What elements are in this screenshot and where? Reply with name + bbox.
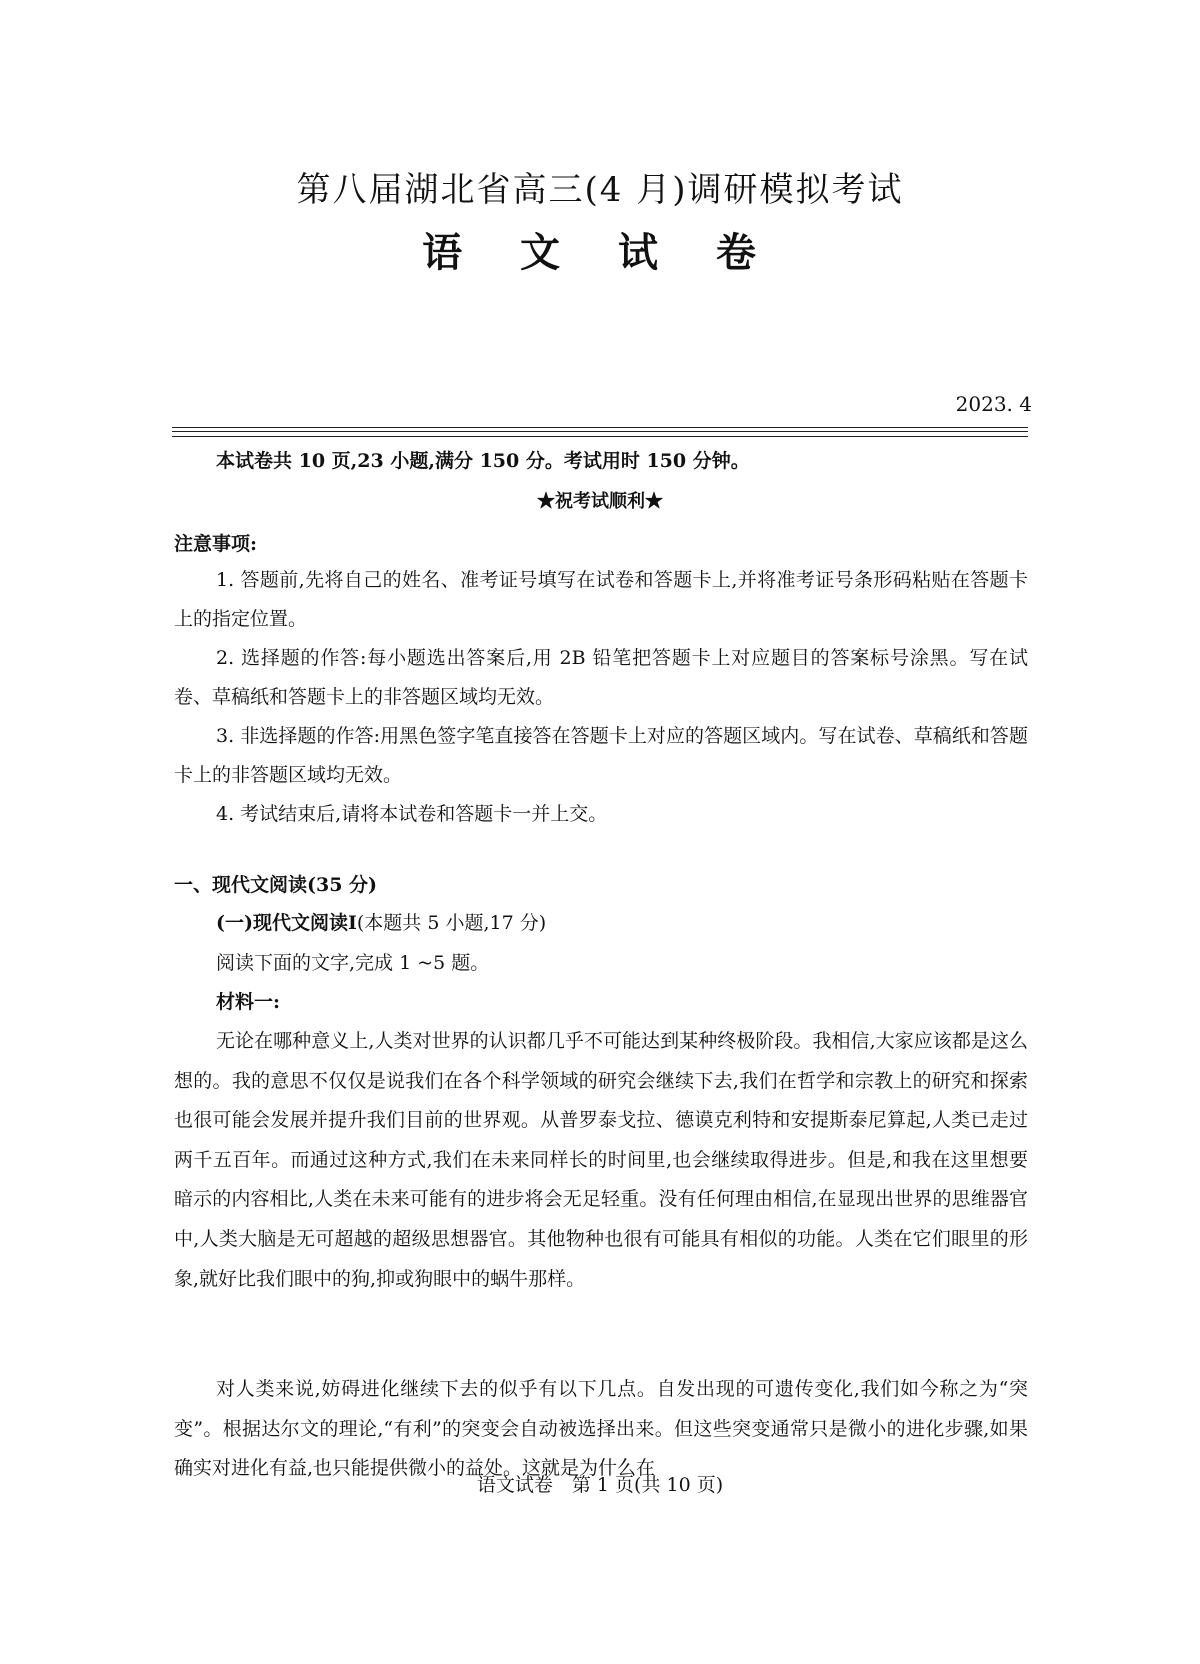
page-footer: 语文试卷 第 1 页(共 10 页) — [476, 1474, 724, 1496]
exam-title: 第八届湖北省高三(4 月)调研模拟考试 — [296, 170, 904, 210]
material-label: 材料一: — [216, 991, 281, 1013]
subsection-scoring: (本题共 5 小题,17 分) — [356, 912, 547, 934]
good-luck-banner: ★祝考试顺利★ — [537, 491, 663, 512]
section-heading: 一、现代文阅读(35 分) — [174, 874, 378, 896]
subsection-title: (一)现代文阅读Ⅰ — [216, 912, 357, 934]
divider-line — [172, 427, 1028, 428]
exam-summary: 本试卷共 10 页,23 小题,满分 150 分。考试用时 150 分钟。 — [216, 450, 750, 472]
notice-heading: 注意事项: — [174, 533, 258, 555]
subsection-heading — [216, 908, 546, 938]
notice-item: 2. 选择题的作答:每小题选出答案后,用 2B 铅笔把答题卡上对应题目的答案标号涂黑。写在试卷、草稿纸和答题卡上的非答题区域均无效。 — [174, 647, 1028, 708]
reading-instruction: 阅读下面的文字,完成 1 ~5 题。 — [216, 952, 490, 974]
notice-item: 1. 答题前,先将自己的姓名、准考证号填写在试卷和答题卡上,并将准考证号条形码粘贴在答题卡上的指定位置。 — [174, 569, 1028, 630]
exam-date: 2023. 4 — [955, 392, 1032, 416]
divider-line — [172, 431, 1028, 432]
notice-item: 4. 考试结束后,请将本试卷和答题卡一并上交。 — [216, 803, 608, 825]
passage-paragraph: 对人类来说,妨碍进化继续下去的似乎有以下几点。自发出现的可遗传变化,我们如今称之为“突变”。根据达尔文的理论,“有利”的突变会自动被选择出来。但这些突变通常只是微小的进化步骤,如果确实对进化有益,也只能提供微小的益处。这就是为什么在 — [174, 1378, 1028, 1480]
exam-subject-title: 语 文 试 卷 — [422, 229, 778, 276]
divider-line — [172, 436, 1028, 437]
notice-item: 3. 非选择题的作答:用黑色签字笔直接答在答题卡上对应的答题区域内。写在试卷、草稿纸和答题卡上的非答题区域均无效。 — [174, 725, 1028, 786]
passage-paragraph: 无论在哪种意义上,人类对世界的认识都几乎不可能达到某种终极阶段。我相信,大家应该都是这么想的。我的意思不仅仅是说我们在各个科学领域的研究会继续下去,我们在哲学和宗教上的研究和探索也很可能会发展并提升我们目前的世界观。从普罗泰戈拉、德谟克利特和安提斯泰尼算起,人类已走过两千五百年。而通过这种方式,我们在未来同样长的时间里,也会继续取得进步。但是,和我在这里想要暗示的内容相比,人类在未来可能有的进步将会无足轻重。没有任何理由相信,在显现出世界的思维器官中,人类大脑是无可超越的超级思想器官。其他物种也很有可能具有相似的功能。人类在它们眼里的形象,就好比我们眼中的狗,抑或狗眼中的蜗牛那样。 — [174, 1030, 1028, 1290]
